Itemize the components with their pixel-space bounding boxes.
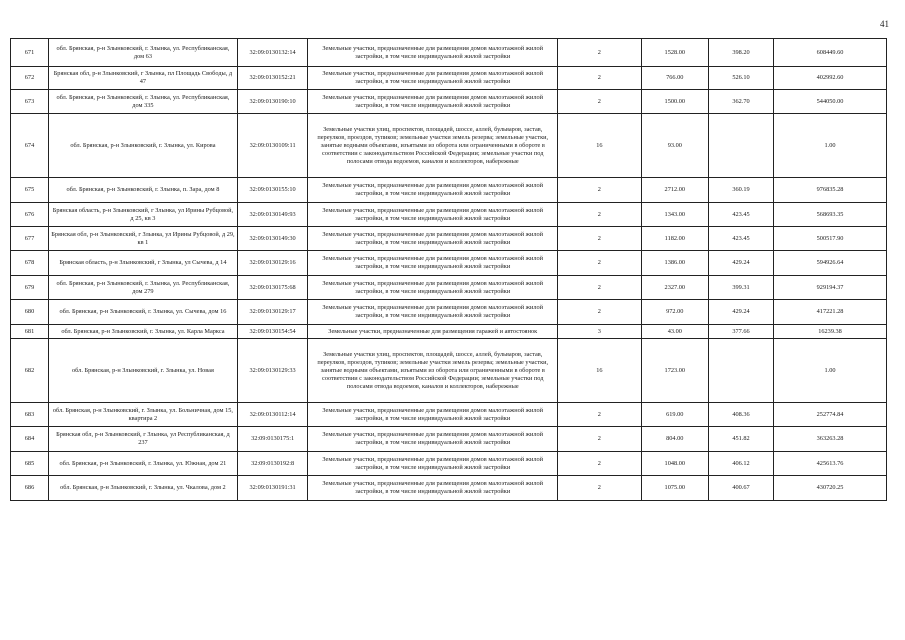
use-group-cell: 2	[558, 300, 642, 325]
use-group-cell: 2	[558, 427, 642, 452]
table-row	[11, 476, 887, 501]
cadastral-value-cell: 402992.60	[774, 67, 887, 90]
specific-value-cell: 429.24	[708, 300, 773, 325]
area-cell: 93.00	[641, 114, 708, 178]
row-number-cell: 686	[11, 476, 49, 501]
cadastral-value-cell: 430720.25	[774, 476, 887, 501]
area-cell: 1723.00	[641, 339, 708, 403]
specific-value-cell: 360.19	[708, 178, 773, 203]
area-cell: 619.00	[641, 403, 708, 427]
land-use-cell: Земельные участки, предназначенные для размещения домов малоэтажной жилой застройки, в том числе индивидуальной жилой застройки	[308, 90, 558, 114]
cadastral-number-cell: 32:09:0130149:93	[237, 203, 308, 227]
cadastral-value-cell: 929194.37	[774, 276, 887, 300]
cadastral-value-cell: 568693.35	[774, 203, 887, 227]
address-cell: обл. Брянская, р-н Злынковский, г. Злынка, п. Зара, дом 8	[48, 178, 237, 203]
area-cell: 1182.00	[641, 227, 708, 251]
address-cell: обл. Брянская, р-н Злынковский, г. Злынка, ул. Чкалова, дом 2	[48, 476, 237, 501]
use-group-cell: 2	[558, 39, 642, 67]
table-row	[11, 90, 887, 114]
land-parcels-table	[10, 38, 887, 501]
specific-value-cell: 423.45	[708, 227, 773, 251]
row-number-cell: 684	[11, 427, 49, 452]
cadastral-number-cell: 32:09:0130129:17	[237, 300, 308, 325]
cadastral-number-cell: 32:09:0130190:10	[237, 90, 308, 114]
cadastral-number-cell: 32:09:0130154:54	[237, 325, 308, 339]
address-cell: Брянская область, р-н Злынковский, г Злынка, ул Сычева, д 14	[48, 251, 237, 276]
cadastral-value-cell: 363263.28	[774, 427, 887, 452]
use-group-cell: 2	[558, 403, 642, 427]
row-number-cell: 676	[11, 203, 49, 227]
row-number-cell: 672	[11, 67, 49, 90]
table-body	[11, 39, 887, 501]
land-use-cell: Земельные участки, предназначенные для размещения домов малоэтажной жилой застройки, в том числе индивидуальной жилой застройки	[308, 427, 558, 452]
specific-value-cell: 406.12	[708, 452, 773, 476]
area-cell: 766.00	[641, 67, 708, 90]
land-use-cell: Земельные участки улиц, проспектов, площадей, шоссе, аллей, бульваров, застав, переулков, проездов, тупиков; земельные участки земель резерва; земельные участки, занятые водными объектами, изъятыми из оборота или ограниченными в обороте в соответствии с законодательством Российской Федерации; земельные участки под полосами отвода водоемов, каналов и коллекторов, набережные	[308, 339, 558, 403]
land-use-cell: Земельные участки, предназначенные для размещения домов малоэтажной жилой застройки, в том числе индивидуальной жилой застройки	[308, 403, 558, 427]
use-group-cell: 16	[558, 114, 642, 178]
land-use-cell: Земельные участки, предназначенные для размещения домов малоэтажной жилой застройки, в том числе индивидуальной жилой застройки	[308, 300, 558, 325]
address-cell: Брянская обл, р-н Злынковский, г Злынка, пл Площадь Свободы, д 47	[48, 67, 237, 90]
specific-value-cell: 400.67	[708, 476, 773, 501]
specific-value-cell: 423.45	[708, 203, 773, 227]
area-cell: 1048.00	[641, 452, 708, 476]
land-use-cell: Земельные участки, предназначенные для размещения домов малоэтажной жилой застройки, в том числе индивидуальной жилой застройки	[308, 276, 558, 300]
area-cell: 43.00	[641, 325, 708, 339]
use-group-cell: 16	[558, 339, 642, 403]
table-row	[11, 251, 887, 276]
address-cell: обл. Брянская, р-н Злынковский, г. Злынка, ул. Сычева, дом 16	[48, 300, 237, 325]
land-use-cell: Земельные участки, предназначенные для размещения домов малоэтажной жилой застройки, в том числе индивидуальной жилой застройки	[308, 476, 558, 501]
cadastral-value-cell: 1.00	[774, 114, 887, 178]
land-use-cell: Земельные участки, предназначенные для размещения домов малоэтажной жилой застройки, в том числе индивидуальной жилой застройки	[308, 452, 558, 476]
table-row	[11, 403, 887, 427]
land-use-cell: Земельные участки, предназначенные для размещения домов малоэтажной жилой застройки, в том числе индивидуальной жилой застройки	[308, 227, 558, 251]
specific-value-cell: 408.36	[708, 403, 773, 427]
area-cell: 1075.00	[641, 476, 708, 501]
row-number-cell: 678	[11, 251, 49, 276]
row-number-cell: 683	[11, 403, 49, 427]
table-row	[11, 67, 887, 90]
land-use-cell: Земельные участки, предназначенные для размещения домов малоэтажной жилой застройки, в том числе индивидуальной жилой застройки	[308, 39, 558, 67]
use-group-cell: 2	[558, 178, 642, 203]
specific-value-cell: 377.66	[708, 325, 773, 339]
land-use-cell: Земельные участки, предназначенные для размещения домов малоэтажной жилой застройки, в том числе индивидуальной жилой застройки	[308, 67, 558, 90]
cadastral-value-cell: 544050.00	[774, 90, 887, 114]
specific-value-cell: 362.70	[708, 90, 773, 114]
area-cell: 2712.00	[641, 178, 708, 203]
area-cell: 1386.00	[641, 251, 708, 276]
row-number-cell: 681	[11, 325, 49, 339]
specific-value-cell: 399.31	[708, 276, 773, 300]
area-cell: 2327.00	[641, 276, 708, 300]
use-group-cell: 2	[558, 203, 642, 227]
cadastral-number-cell: 32:09:0130155:10	[237, 178, 308, 203]
land-use-cell: Земельные участки улиц, проспектов, площадей, шоссе, аллей, бульваров, застав, переулков, проездов, тупиков; земельные участки земель резерва; земельные участки, занятые водными объектами, изъятыми из оборота или ограниченными в обороте в соответствии с законодательством Российской Федерации; земельные участки под полосами отвода водоемов, каналов и коллекторов, набережные	[308, 114, 558, 178]
table-row	[11, 339, 887, 403]
cadastral-value-cell: 594926.64	[774, 251, 887, 276]
specific-value-cell: 398.20	[708, 39, 773, 67]
address-cell: обл. Брянская, р-н Злынковский, г. Злынка, ул. Новая	[48, 339, 237, 403]
cadastral-number-cell: 32:09:0130175:68	[237, 276, 308, 300]
address-cell: обл. Брянская, р-н Злынковский, г. Злынка, ул. Карла Маркса	[48, 325, 237, 339]
specific-value-cell: 451.82	[708, 427, 773, 452]
table-row	[11, 114, 887, 178]
cadastral-number-cell: 32:09:0130109:11	[237, 114, 308, 178]
use-group-cell: 2	[558, 452, 642, 476]
table-row	[11, 203, 887, 227]
table-row	[11, 452, 887, 476]
row-number-cell: 682	[11, 339, 49, 403]
row-number-cell: 677	[11, 227, 49, 251]
area-cell: 972.00	[641, 300, 708, 325]
row-number-cell: 674	[11, 114, 49, 178]
address-cell: обл. Брянская, р-н Злынковский, г. Злынка, ул. Кирова	[48, 114, 237, 178]
table-row	[11, 39, 887, 67]
area-cell: 804.00	[641, 427, 708, 452]
table-row	[11, 178, 887, 203]
address-cell: обл. Брянская, р-н Злынковский, г. Злынка, ул. Республиканская, дом 279	[48, 276, 237, 300]
cadastral-value-cell: 16239.38	[774, 325, 887, 339]
cadastral-number-cell: 32:09:0130191:31	[237, 476, 308, 501]
use-group-cell: 2	[558, 90, 642, 114]
land-use-cell: Земельные участки, предназначенные для размещения домов малоэтажной жилой застройки, в том числе индивидуальной жилой застройки	[308, 251, 558, 276]
row-number-cell: 679	[11, 276, 49, 300]
cadastral-number-cell: 32:09:0130175:1	[237, 427, 308, 452]
cadastral-number-cell: 32:09:0130152:21	[237, 67, 308, 90]
use-group-cell: 2	[558, 67, 642, 90]
area-cell: 1528.00	[641, 39, 708, 67]
use-group-cell: 3	[558, 325, 642, 339]
specific-value-cell: 429.24	[708, 251, 773, 276]
row-number-cell: 685	[11, 452, 49, 476]
cadastral-value-cell: 500517.90	[774, 227, 887, 251]
address-cell: обл. Брянская, р-н Злынковский, г. Злынка, ул. Южная, дом 21	[48, 452, 237, 476]
use-group-cell: 2	[558, 227, 642, 251]
use-group-cell: 2	[558, 476, 642, 501]
cadastral-value-cell: 417221.28	[774, 300, 887, 325]
address-cell: обл. Брянская, р-н Злынковский, г. Злынка, ул. Больничная, дом 15, квартира 2	[48, 403, 237, 427]
cadastral-number-cell: 32:09:0130132:14	[237, 39, 308, 67]
table-row	[11, 325, 887, 339]
address-cell: Брянская обл, р-н Злынковский, г Злынка, ул Республиканская, д 237	[48, 427, 237, 452]
specific-value-cell	[708, 339, 773, 403]
address-cell: обл. Брянская, р-н Злынковский, г. Злынка, ул. Республиканская, дом 335	[48, 90, 237, 114]
area-cell: 1343.00	[641, 203, 708, 227]
cadastral-value-cell: 1.00	[774, 339, 887, 403]
cadastral-number-cell: 32:09:0130192:8	[237, 452, 308, 476]
use-group-cell: 2	[558, 276, 642, 300]
cadastral-value-cell: 425613.76	[774, 452, 887, 476]
land-use-cell: Земельные участки, предназначенные для размещения домов малоэтажной жилой застройки, в том числе индивидуальной жилой застройки	[308, 178, 558, 203]
table-row	[11, 227, 887, 251]
address-cell: обл. Брянская, р-н Злынковский, г. Злынка, ул. Республиканская, дом 63	[48, 39, 237, 67]
cadastral-number-cell: 32:09:0130129:33	[237, 339, 308, 403]
table-row	[11, 300, 887, 325]
land-use-cell: Земельные участки, предназначенные для размещения гаражей и автостоянок	[308, 325, 558, 339]
cadastral-value-cell: 252774.84	[774, 403, 887, 427]
table-row	[11, 276, 887, 300]
row-number-cell: 680	[11, 300, 49, 325]
cadastral-number-cell: 32:09:0130112:14	[237, 403, 308, 427]
cadastral-number-cell: 32:09:0130129:16	[237, 251, 308, 276]
table-row	[11, 427, 887, 452]
page-number: 41	[880, 19, 889, 29]
specific-value-cell	[708, 114, 773, 178]
row-number-cell: 675	[11, 178, 49, 203]
cadastral-value-cell: 976835.28	[774, 178, 887, 203]
address-cell: Брянская область, р-н Злынковский, г Злынка, ул Ирины Рубцовой, д 25, кв 3	[48, 203, 237, 227]
row-number-cell: 671	[11, 39, 49, 67]
use-group-cell: 2	[558, 251, 642, 276]
cadastral-value-cell: 608449.60	[774, 39, 887, 67]
cadastral-number-cell: 32:09:0130149:30	[237, 227, 308, 251]
row-number-cell: 673	[11, 90, 49, 114]
address-cell: Брянская обл, р-н Злынковский, г Злынка, ул Ирины Рубцовой, д 29, кв 1	[48, 227, 237, 251]
area-cell: 1500.00	[641, 90, 708, 114]
specific-value-cell: 526.10	[708, 67, 773, 90]
land-use-cell: Земельные участки, предназначенные для размещения домов малоэтажной жилой застройки, в том числе индивидуальной жилой застройки	[308, 203, 558, 227]
